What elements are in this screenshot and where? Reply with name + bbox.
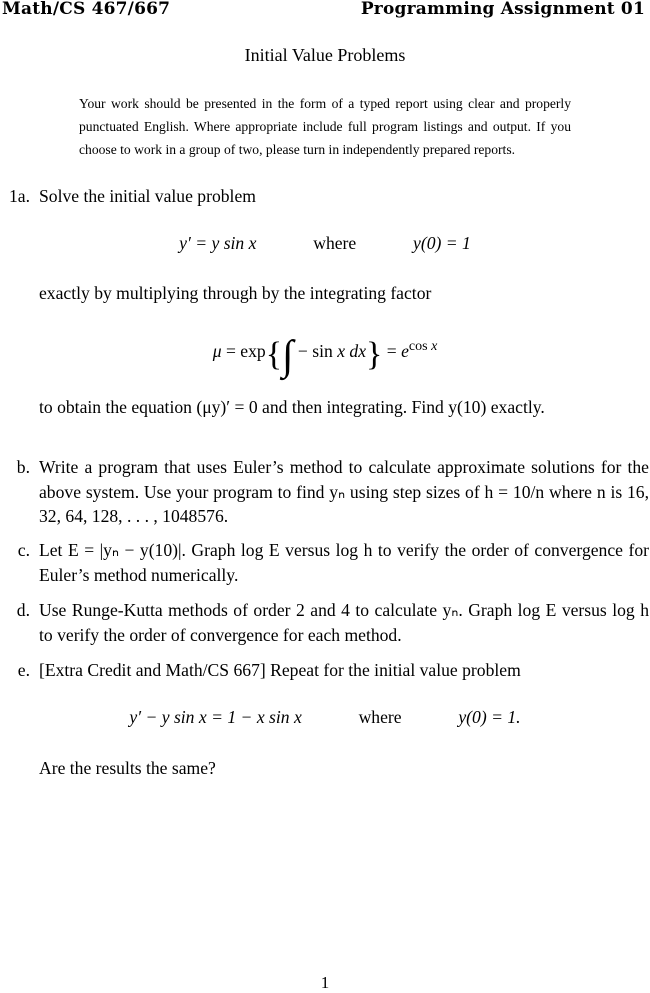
problem-text: exactly by multiplying through by the integrating factor	[39, 283, 432, 303]
problem-text: Use Runge-Kutta methods of order 2 and 4 to calculate yₙ. Graph log E versus log h to verify the order of convergence for each method.	[39, 600, 649, 645]
course-header: Math/CS 467/667	[2, 0, 171, 19]
problem-text: Solve the initial value problem	[39, 186, 256, 206]
equation-right: y(0) = 1	[413, 233, 471, 253]
problem-label: c.	[17, 540, 30, 560]
problem-text: Let E = |yₙ − y(10)|. Graph log E versus log h to verify the order of convergence for Euler’s method numerically.	[39, 540, 649, 585]
page-title: Initial Value Problems	[244, 45, 406, 65]
intro-paragraph: Your work should be presented in the form of a typed report using clear and properly punctuated English. Where appropriate include full program listings and output. If you choose to work in a group of two, please turn in independently prepared reports.	[79, 96, 571, 157]
problem-label: d.	[16, 600, 30, 620]
problem-text: [Extra Credit and Math/CS 667] Repeat for the initial value problem	[39, 660, 521, 680]
problem-text: Are the results the same?	[39, 758, 216, 778]
equation-e	[0, 707, 650, 728]
page-number: 1	[320, 973, 330, 992]
problem-label: b.	[16, 457, 30, 477]
equation-left: y′ − y sin x = 1 − x sin x	[129, 707, 302, 727]
problem-text: Write a program that uses Euler’s method to calculate approximate solutions for the above system. Use your program to find yₙ using step sizes of h = 10/n where n is 16, 32, 64, 128, . . . , 1048576.	[39, 457, 649, 526]
problem-label: e.	[17, 660, 30, 680]
assignment-header: Programming Assignment 01	[360, 0, 645, 19]
equation-left: y′ = y sin x	[179, 233, 257, 253]
equation-where: where	[313, 233, 357, 253]
equation-right: y(0) = 1.	[458, 707, 521, 727]
equation-1	[0, 233, 650, 254]
integrating-factor-equation: μ = exp{∫ − sin x $dx\} = e^{cos x}$	[212, 333, 438, 379]
equation-where: where	[358, 707, 402, 727]
problem-text: to obtain the equation (μy)′ = 0 and then integrating. Find y(10) exactly.	[39, 397, 545, 417]
problem-label: 1a.	[8, 186, 30, 206]
